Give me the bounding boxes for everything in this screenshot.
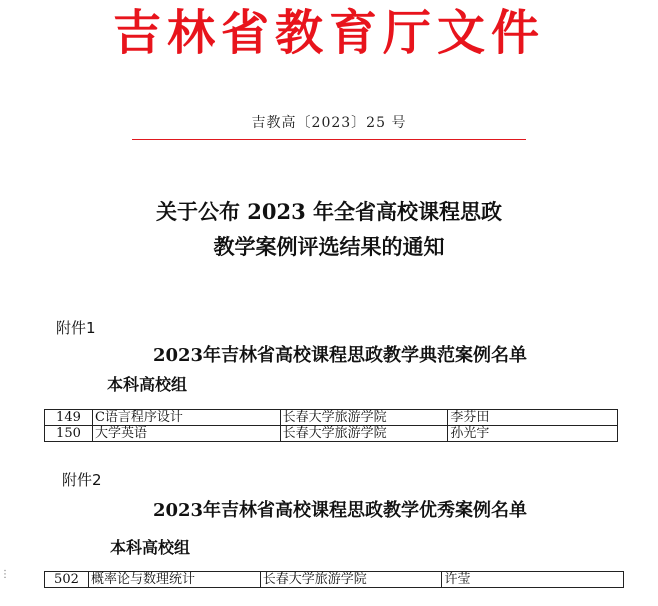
teacher-name: 李芬田 bbox=[448, 410, 618, 426]
table-row bbox=[45, 426, 618, 442]
attachment-2-group-label: 本科高校组 bbox=[110, 538, 191, 557]
attachment-1-table bbox=[44, 409, 618, 442]
row-number: 150 bbox=[45, 426, 93, 442]
attachment-2-label: 附件2 bbox=[62, 471, 102, 489]
course-name: 概率论与数理统计 bbox=[88, 572, 260, 588]
row-number: 502 bbox=[45, 572, 89, 588]
notice-title-line-2: 教学案例评选结果的通知 bbox=[213, 234, 445, 259]
table-row bbox=[45, 410, 618, 426]
school-name: 长春大学旅游学院 bbox=[280, 410, 448, 426]
attachment-1-group-label: 本科高校组 bbox=[107, 375, 188, 394]
attachment-1-list-title: 2023年吉林省高校课程思政教学典范案例名单 bbox=[152, 345, 528, 366]
header-divider bbox=[132, 139, 526, 140]
drag-handle-icon[interactable]: ⋮ bbox=[0, 569, 10, 580]
course-name: 大学英语 bbox=[92, 426, 280, 442]
attachment-2-list-title: 2023年吉林省高校课程思政教学优秀案例名单 bbox=[152, 500, 528, 521]
teacher-name: 许莹 bbox=[442, 572, 624, 588]
document-number: 吉教高〔2023〕25 号 bbox=[251, 115, 407, 131]
attachment-2-table bbox=[44, 571, 624, 588]
course-name: C语言程序设计 bbox=[92, 410, 280, 426]
table-row bbox=[45, 572, 624, 588]
school-name: 长春大学旅游学院 bbox=[280, 426, 448, 442]
teacher-name: 孙光宇 bbox=[448, 426, 618, 442]
school-name: 长春大学旅游学院 bbox=[260, 572, 442, 588]
notice-title-line-1: 关于公布 2023 年全省高校课程思政 bbox=[155, 199, 503, 224]
document-header-title: 吉林省教育厅文件 bbox=[112, 5, 545, 61]
row-number: 149 bbox=[45, 410, 93, 426]
attachment-1-label: 附件1 bbox=[56, 319, 96, 337]
